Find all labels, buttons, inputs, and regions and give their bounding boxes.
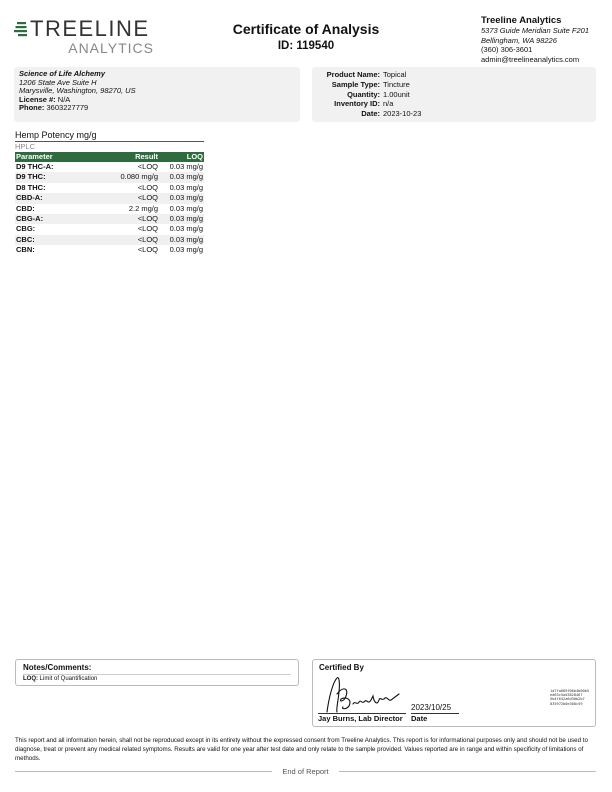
table-row	[15, 193, 204, 203]
table-row	[15, 172, 204, 182]
column-header-loq: LOQ	[159, 152, 204, 162]
signature-image	[319, 672, 411, 718]
parameter-cell: CBD-A:	[15, 193, 103, 203]
table-row	[15, 245, 204, 255]
sample-label: Inventory ID:	[334, 99, 380, 109]
table-row	[15, 224, 204, 234]
certified-date: 2023/10/25	[411, 703, 452, 712]
lab-address-line2: Bellingham, WA 98226	[481, 35, 557, 45]
table-row	[15, 204, 204, 214]
signer-name: Jay Burns, Lab Director	[318, 714, 403, 723]
table-header-row	[15, 152, 204, 162]
notes-text: Limit of Quantification	[39, 676, 98, 682]
notes-title: Notes/Comments:	[23, 663, 92, 672]
parameter-cell: CBG:	[16, 224, 36, 234]
loq-cell: 0.03 mg/g	[169, 224, 203, 234]
end-of-report	[15, 767, 596, 776]
sample-value: Tincture	[383, 79, 410, 89]
certified-title: Certified By	[319, 663, 364, 672]
notes-abbr: LOQ:	[23, 676, 38, 682]
table-row	[15, 235, 204, 245]
logo-wordmark: TREELINE	[30, 16, 150, 41]
sample-info-box	[312, 67, 596, 122]
license-value: N/A	[57, 94, 71, 104]
notes-line	[23, 674, 291, 684]
logo-subtitle: ANALYTICS	[68, 40, 154, 56]
table-row	[15, 183, 204, 193]
column-header-result: Result	[103, 152, 159, 162]
loq-cell: 0.03 mg/g	[159, 193, 204, 203]
table-row	[15, 162, 204, 172]
sample-label: Sample Type:	[331, 79, 380, 89]
loq-cell: 0.03 mg/g	[169, 162, 203, 171]
license-label: License #:	[19, 94, 56, 104]
divider	[339, 771, 596, 772]
loq-cell: 0.03 mg/g	[159, 172, 204, 182]
hash-line: 035972b0e308c59	[550, 701, 583, 706]
parameter-cell: D9 THC:	[15, 172, 103, 182]
loq-cell: 0.03 mg/g	[159, 235, 204, 245]
lab-phone: (360) 306-3601	[481, 45, 533, 54]
sample-value: 2023-10-23	[383, 109, 422, 119]
sample-row	[312, 99, 596, 109]
certified-by-box	[312, 659, 596, 727]
date-caption: Date	[411, 714, 428, 723]
hemp-potency-section	[15, 130, 204, 256]
parameter-cell: CBN:	[16, 245, 35, 255]
result-cell: <LOQ	[137, 245, 158, 255]
potency-method: HPLC	[15, 142, 36, 151]
client-phone	[19, 104, 295, 113]
sample-label: Quantity:	[347, 89, 380, 99]
divider	[15, 771, 272, 772]
loq-cell: 0.03 mg/g	[159, 214, 204, 224]
client-name: Science of Life Alchemy	[19, 69, 106, 78]
result-cell: 2.2 mg/g	[128, 203, 158, 213]
loq-cell: 0.03 mg/g	[169, 203, 203, 213]
parameter-cell: CBG-A:	[15, 214, 103, 224]
sample-value: n/a	[383, 99, 394, 109]
table-row	[15, 214, 204, 224]
disclaimer-text: This report and all information herein, shall not be reproduced except in its entirety without the expressed consent from Treeline Analytics. This report is for informational purposes only and should not be used to diagnose, treat or prevent any medical related symptoms. Results are valid for one year after test date and only relate to the sample provided. Values reported are in range and within specificity of limitations of methods.	[15, 737, 588, 762]
hash-line: ed63c5ad3828467	[550, 693, 583, 698]
parameter-cell: CBD:	[16, 203, 35, 213]
sample-value: Topical	[383, 70, 407, 79]
potency-title: Hemp Potency mg/g	[15, 130, 204, 142]
parameter-cell: D9 THC-A:	[16, 162, 54, 171]
result-cell: <LOQ	[137, 224, 158, 234]
document-id: ID: 119540	[277, 40, 335, 52]
lab-name: Treeline Analytics	[481, 15, 562, 26]
end-of-report-label: End of Report	[282, 767, 329, 776]
sample-label: Product Name:	[326, 70, 380, 79]
client-address-line1: 1206 State Ave Suite H	[19, 77, 97, 87]
result-cell: <LOQ	[103, 235, 159, 245]
lab-address-line1: 5373 Guide Meridian Suite F201	[481, 26, 589, 35]
hash-line: 1d7fa689f06b4b00b5	[550, 689, 589, 693]
client-address-line2: Marysville, Washington, 98270, US	[19, 86, 136, 96]
result-cell: <LOQ	[137, 162, 158, 171]
parameter-cell: D8 THC:	[16, 182, 46, 192]
hash-line: 5b4f642a6d30b2b7	[550, 697, 585, 702]
result-cell: <LOQ	[103, 214, 159, 224]
loq-cell: 0.03 mg/g	[169, 245, 203, 255]
result-cell: <LOQ	[103, 193, 159, 203]
verification-hash	[550, 689, 589, 706]
sample-value: 1.00unit	[383, 89, 410, 99]
sample-row	[312, 70, 596, 80]
loq-cell: 0.03 mg/g	[169, 182, 203, 192]
client-info-box	[14, 67, 300, 122]
phone-value: 3603227779	[46, 103, 89, 113]
lab-info	[481, 15, 589, 64]
lab-email[interactable]: admin@treelineanalytics.com	[481, 54, 580, 64]
parameter-cell: CBC:	[15, 235, 103, 245]
document-title: Certificate of Analysis	[232, 21, 380, 37]
potency-table	[15, 152, 204, 256]
sample-label: Date:	[361, 109, 380, 119]
result-cell: <LOQ	[137, 182, 158, 192]
result-cell: 0.080 mg/g	[103, 172, 159, 182]
column-header-parameter: Parameter	[15, 152, 103, 162]
notes-box	[15, 659, 299, 686]
phone-label: Phone:	[19, 103, 45, 113]
sample-row	[312, 80, 596, 90]
sample-row	[312, 109, 596, 119]
sample-row	[312, 90, 596, 100]
